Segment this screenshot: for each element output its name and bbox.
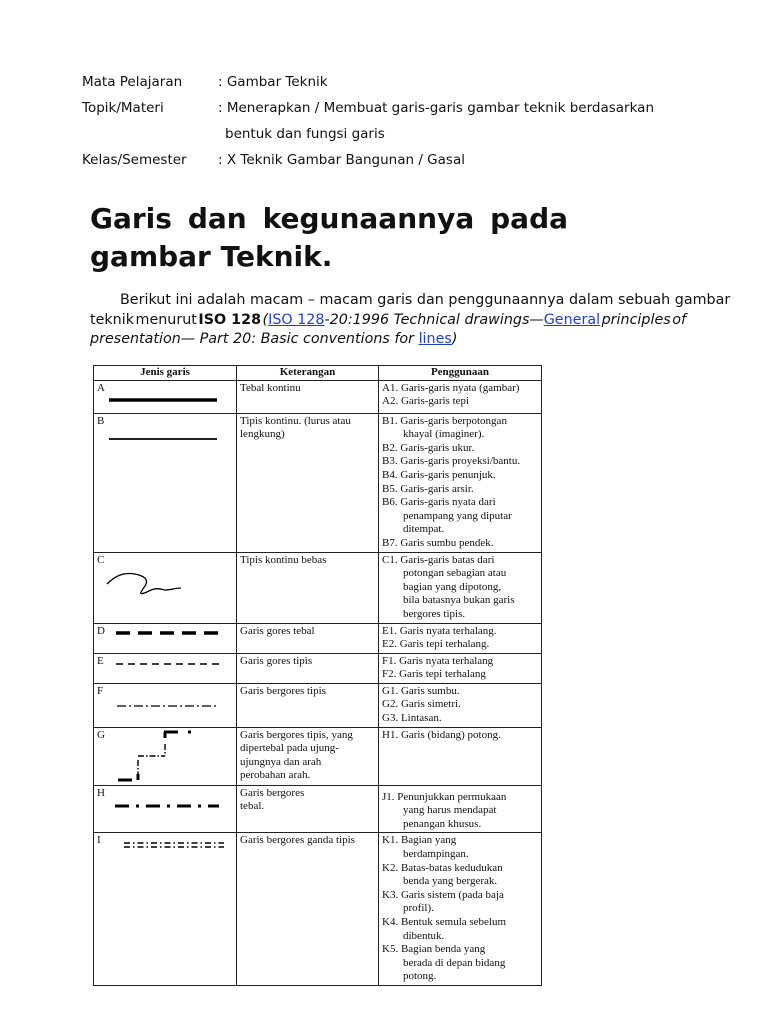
usage-line: K5. Bagian benda yang <box>382 943 486 956</box>
line-sample-cell <box>94 552 237 623</box>
usage-cell <box>379 413 542 552</box>
usage-line: B7. Garis sumbu pendek. <box>382 536 494 549</box>
row-letter: D <box>97 624 105 637</box>
description-line: perobahan arah. <box>240 769 311 782</box>
thin-continuous-line-sample <box>97 429 227 445</box>
usage-cell <box>379 623 542 653</box>
header-keterangan: Keterangan <box>237 366 379 381</box>
line-sample-cell <box>94 785 237 833</box>
usage-line: F1. Garis nyata terhalang <box>382 654 494 667</box>
line-sample-cell <box>94 727 237 785</box>
double-dashed-line-sample <box>94 840 224 850</box>
usage-line: bagian yang dipotong, <box>403 580 502 593</box>
description-line: Tebal kontinu <box>240 381 301 394</box>
usage-line: B1. Garis-garis berpotongan <box>382 414 507 427</box>
usage-line: G1. Garis sumbu. <box>382 684 460 697</box>
iso-128-link[interactable]: ISO 128 <box>268 311 325 328</box>
usage-line: dibentuk. <box>403 929 445 942</box>
usage-line: H1. Garis (bidang) potong. <box>382 728 501 741</box>
usage-line: K1. Bagian yang <box>382 834 457 847</box>
usage-cell <box>379 683 542 727</box>
usage-line: potong. <box>403 970 437 983</box>
usage-line: B3. Garis-garis proyeksi/bantu. <box>382 455 521 468</box>
title-word: dan <box>187 202 247 235</box>
intro-reference <box>263 311 601 331</box>
description-line: tebal. <box>240 800 265 813</box>
table-row <box>94 833 542 986</box>
table-row <box>94 413 542 552</box>
title-word: Garis <box>90 202 172 235</box>
usage-line: bergores tipis. <box>403 607 466 620</box>
intro-line2 <box>90 311 686 331</box>
row-letter: I <box>97 834 101 847</box>
description-cell <box>237 785 379 833</box>
description-line: dipertebal pada ujung- <box>240 742 339 755</box>
row-letter: B <box>97 414 105 427</box>
line-sample-cell <box>94 653 237 683</box>
description-line: Garis bergores <box>240 786 305 799</box>
usage-line: penampang yang diputar <box>403 509 512 522</box>
description-line: Tipis kontinu. (lurus atau <box>240 414 351 427</box>
usage-cell <box>379 552 542 623</box>
usage-line: B6. Garis-garis nyata dari <box>382 496 496 509</box>
intro-line3-text: presentation— Part 20: Basic conventions for <box>90 331 419 347</box>
intro-word: menurut <box>135 311 197 328</box>
title-word: pada <box>490 202 568 235</box>
subject-value: : Gambar Teknik <box>218 74 328 90</box>
usage-cell <box>379 785 542 833</box>
intro-word: of <box>672 311 686 328</box>
intro-word: teknik <box>90 311 134 328</box>
topic-value-line2: bentuk dan fungsi garis <box>225 126 385 142</box>
usage-line: khayal (imaginer). <box>403 428 485 441</box>
usage-line: E1. Garis nyata terhalang. <box>382 624 497 637</box>
row-letter: C <box>97 553 105 566</box>
usage-line: B4. Garis-garis penunjuk. <box>382 468 496 481</box>
topic-value-line1: : Menerapkan / Membuat garis-garis gambar teknik berdasarkan <box>218 100 654 116</box>
table-header-row <box>94 366 542 381</box>
description-cell <box>237 413 379 552</box>
usage-line: benda yang bergerak. <box>403 875 498 888</box>
class-label: Kelas/Semester <box>82 152 187 168</box>
intro-word: principles <box>601 311 671 328</box>
usage-line: berdampingan. <box>403 848 469 861</box>
usage-line: K2. Batas-batas kedudukan <box>382 861 503 874</box>
usage-line: E2. Garis tepi terhalang. <box>382 638 490 651</box>
intro-line3 <box>90 330 686 350</box>
usage-cell <box>379 833 542 986</box>
usage-line: A1. Garis-garis nyata (gambar) <box>382 381 520 394</box>
usage-cell <box>379 727 542 785</box>
thick-continuous-line-sample <box>97 396 227 404</box>
page-title <box>90 200 568 276</box>
line-sample-cell <box>94 413 237 552</box>
usage-line: G2. Garis simetri. <box>382 698 461 711</box>
description-line: Garis gores tebal <box>240 624 315 637</box>
description-cell <box>237 623 379 653</box>
line-sample-cell <box>94 683 237 727</box>
usage-line: potongan sebagian atau <box>403 567 507 580</box>
table-row <box>94 727 542 785</box>
iso-standard: ISO 128 <box>198 311 262 328</box>
description-line: Garis bergores ganda tipis <box>240 834 355 847</box>
line-sample-cell <box>94 380 237 413</box>
usage-line: K3. Garis sistem (pada baja <box>382 888 504 901</box>
intro-reference-text: -20:1996 Technical drawings— <box>324 311 544 328</box>
lines-link[interactable]: lines <box>418 331 452 347</box>
usage-line: B5. Garis-garis arsir. <box>382 482 474 495</box>
subject-label: Mata Pelajaran <box>82 74 183 90</box>
usage-line: G3. Lintasan. <box>382 712 442 725</box>
description-cell <box>237 727 379 785</box>
description-line: lengkung) <box>240 428 285 441</box>
usage-line: penangan khusus. <box>403 817 482 830</box>
header-jenis-garis: Jenis garis <box>94 366 237 381</box>
title-word: kegunaannya <box>262 202 475 235</box>
thick-dashed-line-sample <box>112 628 232 638</box>
usage-line: yang harus mendapat <box>403 804 497 817</box>
usage-line: berada di depan bidang <box>403 956 506 969</box>
line-sample-cell <box>94 833 237 986</box>
usage-line: F2. Garis tepi terhalang <box>382 668 486 681</box>
intro-paragraph <box>90 291 731 350</box>
description-cell <box>237 833 379 986</box>
usage-line: profil). <box>403 902 434 915</box>
row-letter: A <box>97 381 105 394</box>
table-row <box>94 552 542 623</box>
row-letter: E <box>97 654 104 667</box>
cutting-plane-line-sample <box>94 730 224 786</box>
description-cell <box>237 683 379 727</box>
line-sample-cell <box>94 623 237 653</box>
row-letter: H <box>97 786 105 799</box>
usage-cell <box>379 380 542 413</box>
table-row <box>94 683 542 727</box>
row-letter: F <box>97 684 104 697</box>
description-line: ujungnya dan arah <box>240 755 322 768</box>
general-link[interactable]: General <box>543 311 601 328</box>
usage-line: J1. Penunjukkan permukaan <box>382 790 507 803</box>
topic-label: Topik/Materi <box>82 100 164 116</box>
description-cell <box>237 380 379 413</box>
table-row <box>94 623 542 653</box>
description-line: Garis bergores tipis <box>240 684 326 697</box>
paren-close: ) <box>451 331 458 347</box>
table-row <box>94 380 542 413</box>
thick-chain-line-sample <box>97 801 227 811</box>
usage-line: C1. Garis-garis batas dari <box>382 553 495 566</box>
description-cell <box>237 552 379 623</box>
usage-line: bila batasnya bukan garis <box>403 594 515 607</box>
title-line1 <box>90 200 568 238</box>
usage-line: B2. Garis-garis ukur. <box>382 441 475 454</box>
line-types-table <box>93 365 542 986</box>
description-line: Tipis kontinu bebas <box>240 553 327 566</box>
usage-cell <box>379 653 542 683</box>
title-line2: gambar Teknik. <box>90 240 333 273</box>
usage-line: ditempat. <box>403 523 445 536</box>
freehand-line-sample <box>97 568 227 602</box>
thin-dashed-line-sample <box>112 659 232 669</box>
intro-line1: Berikut ini adalah macam – macam garis dan penggunaannya dalam sebuah gambar <box>120 292 731 308</box>
usage-line: K4. Bentuk semula sebelum <box>382 916 507 928</box>
row-letter: G <box>97 728 105 741</box>
description-line: Garis gores tipis <box>240 654 313 667</box>
paren-open: ( <box>262 311 269 328</box>
table-row <box>94 785 542 833</box>
header-penggunaan: Penggunaan <box>379 366 542 381</box>
thin-chain-line-sample <box>97 699 227 713</box>
table-row <box>94 653 542 683</box>
description-cell <box>237 653 379 683</box>
description-line: Garis bergores tipis, yang <box>240 728 353 741</box>
usage-line: A2. Garis-garis tepi <box>382 395 470 408</box>
class-value: : X Teknik Gambar Bangunan / Gasal <box>218 152 465 168</box>
